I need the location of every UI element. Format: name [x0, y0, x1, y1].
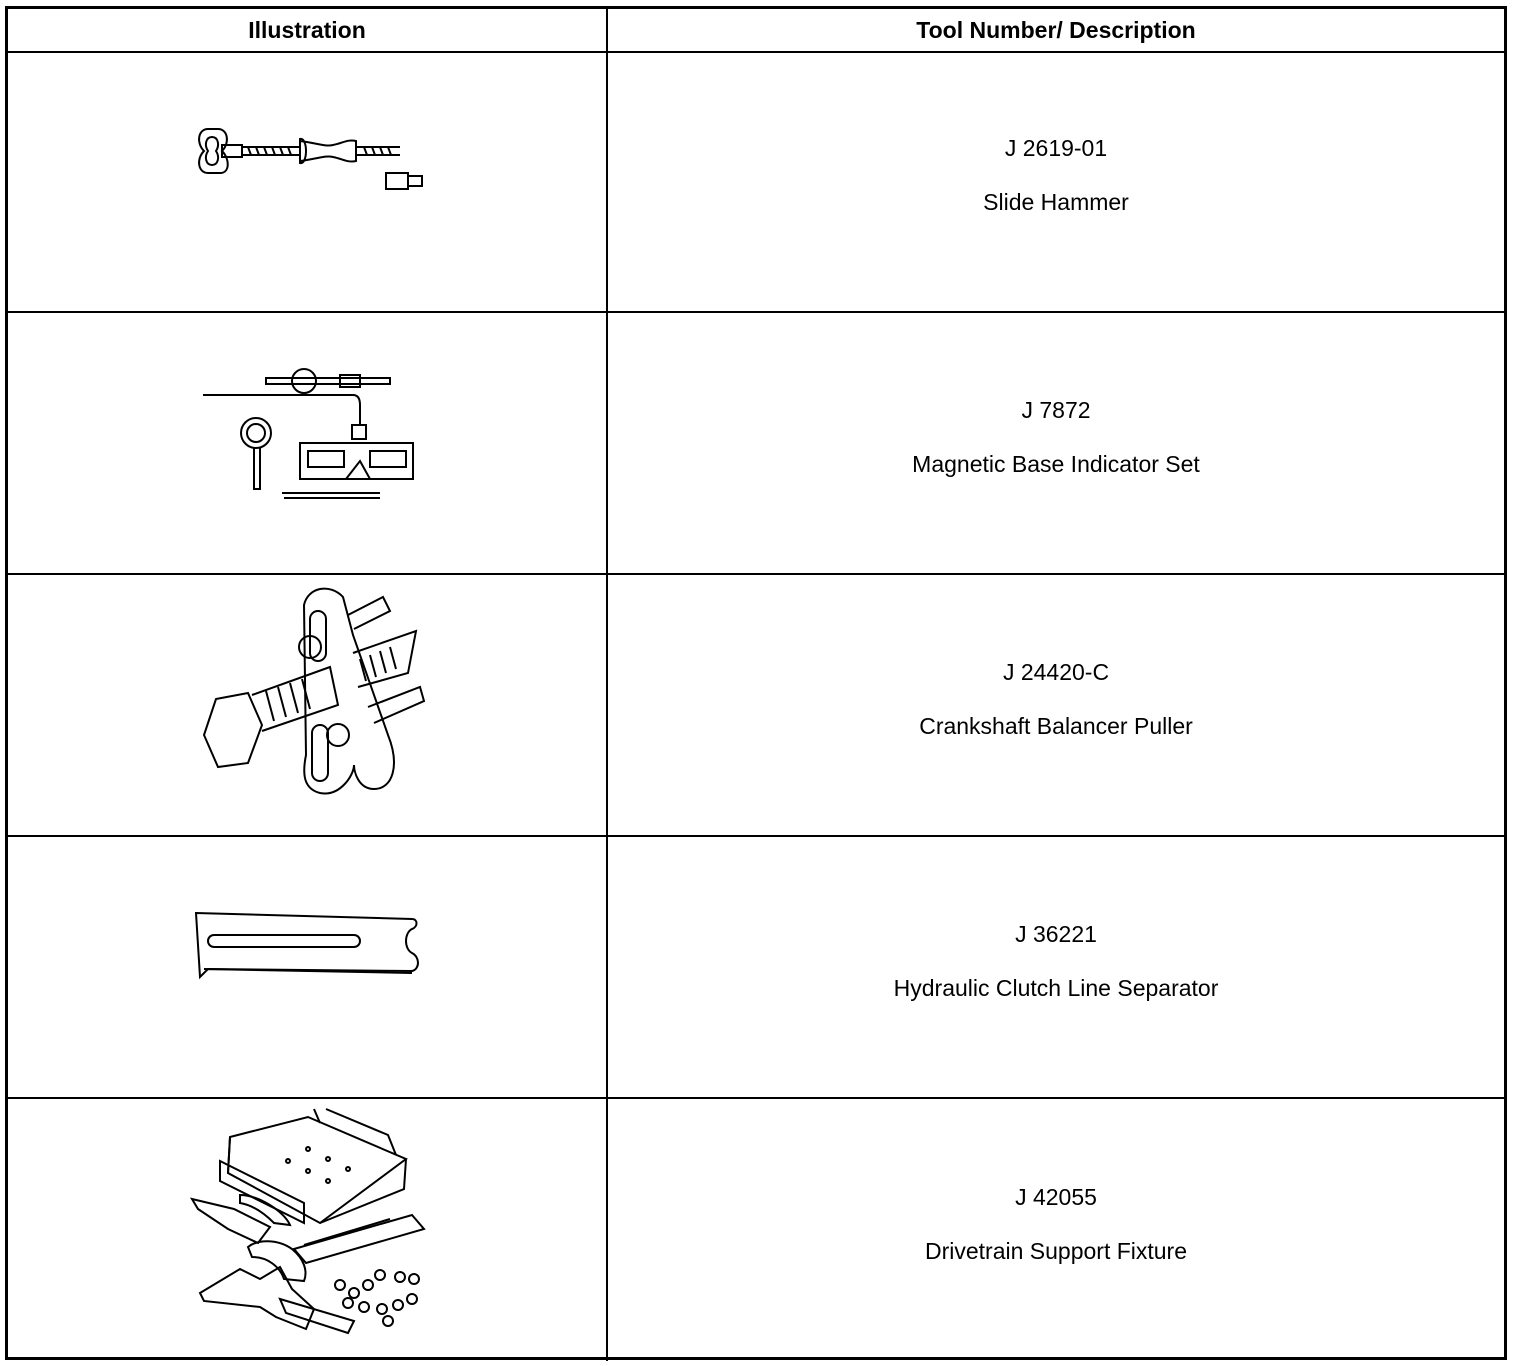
table-row [8, 1099, 1504, 1361]
clutch-line-separator-illustration [8, 837, 606, 1097]
table-row [8, 837, 1504, 1099]
slide-hammer-illustration [8, 51, 606, 311]
table-row [8, 575, 1504, 837]
description-cell [608, 1099, 1504, 1361]
support-fixture-illustration [8, 1099, 606, 1359]
table-row [8, 313, 1504, 575]
tool-description: Slide Hammer [983, 189, 1129, 215]
illustration-cell [8, 313, 608, 573]
table-header [8, 9, 1504, 53]
tool-number: J 24420-C [1002, 659, 1110, 685]
tool-description: Hydraulic Clutch Line Separator [893, 975, 1219, 1001]
header-illustration: Illustration [8, 9, 608, 51]
description-cell [608, 837, 1504, 1097]
header-description: Tool Number/ Description [916, 16, 1196, 43]
illustration-cell [8, 1099, 608, 1361]
description-cell [608, 51, 1504, 311]
illustration-cell [8, 837, 608, 1097]
balancer-puller-illustration [8, 575, 606, 835]
illustration-cell [8, 51, 608, 311]
description-cell [608, 575, 1504, 835]
tool-number: J 7872 [1021, 397, 1091, 423]
tool-table [5, 6, 1507, 1360]
tool-number: J 42055 [1015, 1184, 1097, 1210]
tool-description: Crankshaft Balancer Puller [919, 713, 1193, 739]
illustration-cell [8, 575, 608, 835]
tool-number: J 2619-01 [1004, 135, 1108, 161]
table-row [8, 51, 1504, 313]
tool-description: Drivetrain Support Fixture [924, 1238, 1188, 1264]
tool-description: Magnetic Base Indicator Set [912, 451, 1200, 477]
description-cell [608, 313, 1504, 573]
tool-number: J 36221 [1015, 921, 1097, 947]
magnetic-base-indicator-illustration [8, 313, 606, 573]
